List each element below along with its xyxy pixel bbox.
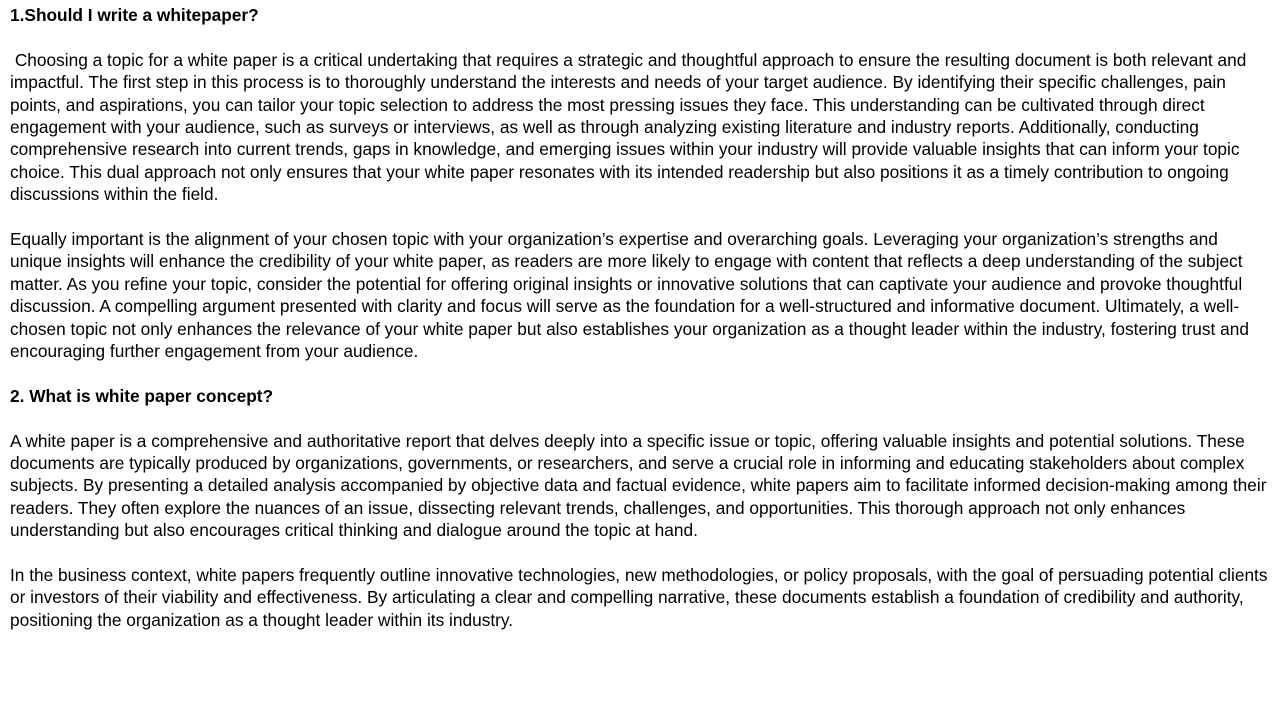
spacer [10,206,1270,228]
spacer [10,542,1270,564]
section-heading: 1.Should I write a whitepaper? [10,5,259,25]
paragraph: Choosing a topic for a white paper is a critical undertaking that requires a strategic and thoughtful approach to ensure the resulting document is both relevant and impactful. The first step in this process is to thoroughly understand the interests and needs of your target audience. By identifying their specific challenges, pain points, and aspirations, you can tailor your topic selection to address the most pressing issues they face. This understanding can be cultivated through direct engagement with your audience, such as surveys or interviews, as well as through analyzing existing literature and industry reports. Additionally, conducting comprehensive research into current trends, gaps in knowledge, and emerging issues within your industry will provide valuable insights that can inform your topic choice. This dual approach not only ensures that your white paper resonates with its intended readership but also positions it as a timely contribution to ongoing discussions within the field. [10,49,1252,205]
spacer [10,407,1270,429]
paragraph: A white paper is a comprehensive and authoritative report that delves deeply into a specific issue or topic, offering valuable insights and potential solutions. These documents are typically produced by organizations, governments, or researchers, and serve a crucial role in informing and educating stakeholders about complex subjects. By presenting a detailed analysis accompanied by objective data and factual evidence, white papers aim to facilitate informed decision-making among their readers. They often explore the nuances of an issue, dissecting relevant trends, challenges, and opportunities. This thorough approach not only enhances understanding but also encourages critical thinking and dialogue around the topic at hand. [10,430,1267,541]
paragraph: Equally important is the alignment of your chosen topic with your organization’s expertise and overarching goals. Leveraging your organization’s strengths and unique insights will enhance the credibility of your white paper, as readers are more likely to engage with content that reflects a deep understanding of the subject matter. As you refine your topic, consider the potential for offering original insights or innovative solutions that can captivate your audience and provoke thoughtful discussion. A compelling argument presented with clarity and focus will serve as the foundation for a well-structured and informative document. Ultimately, a well-chosen topic not only enhances the relevance of your white paper but also establishes your organization as a thought leader within the industry, fostering trust and encouraging further engagement from your audience. [10,229,1249,362]
spacer [10,362,1270,384]
section-heading: 2. What is white paper concept? [10,385,274,406]
paragraph: In the business context, white papers frequently outline innovative technologies, new methodologies, or policy proposals, with the goal of persuading potential clients or investors of their viability and effectiveness. By articulating a clear and compelling narrative, these documents establish a foundation of credibility and authority, positioning the organization as a thought leader within its industry. [10,565,1268,630]
spacer [10,26,1270,48]
